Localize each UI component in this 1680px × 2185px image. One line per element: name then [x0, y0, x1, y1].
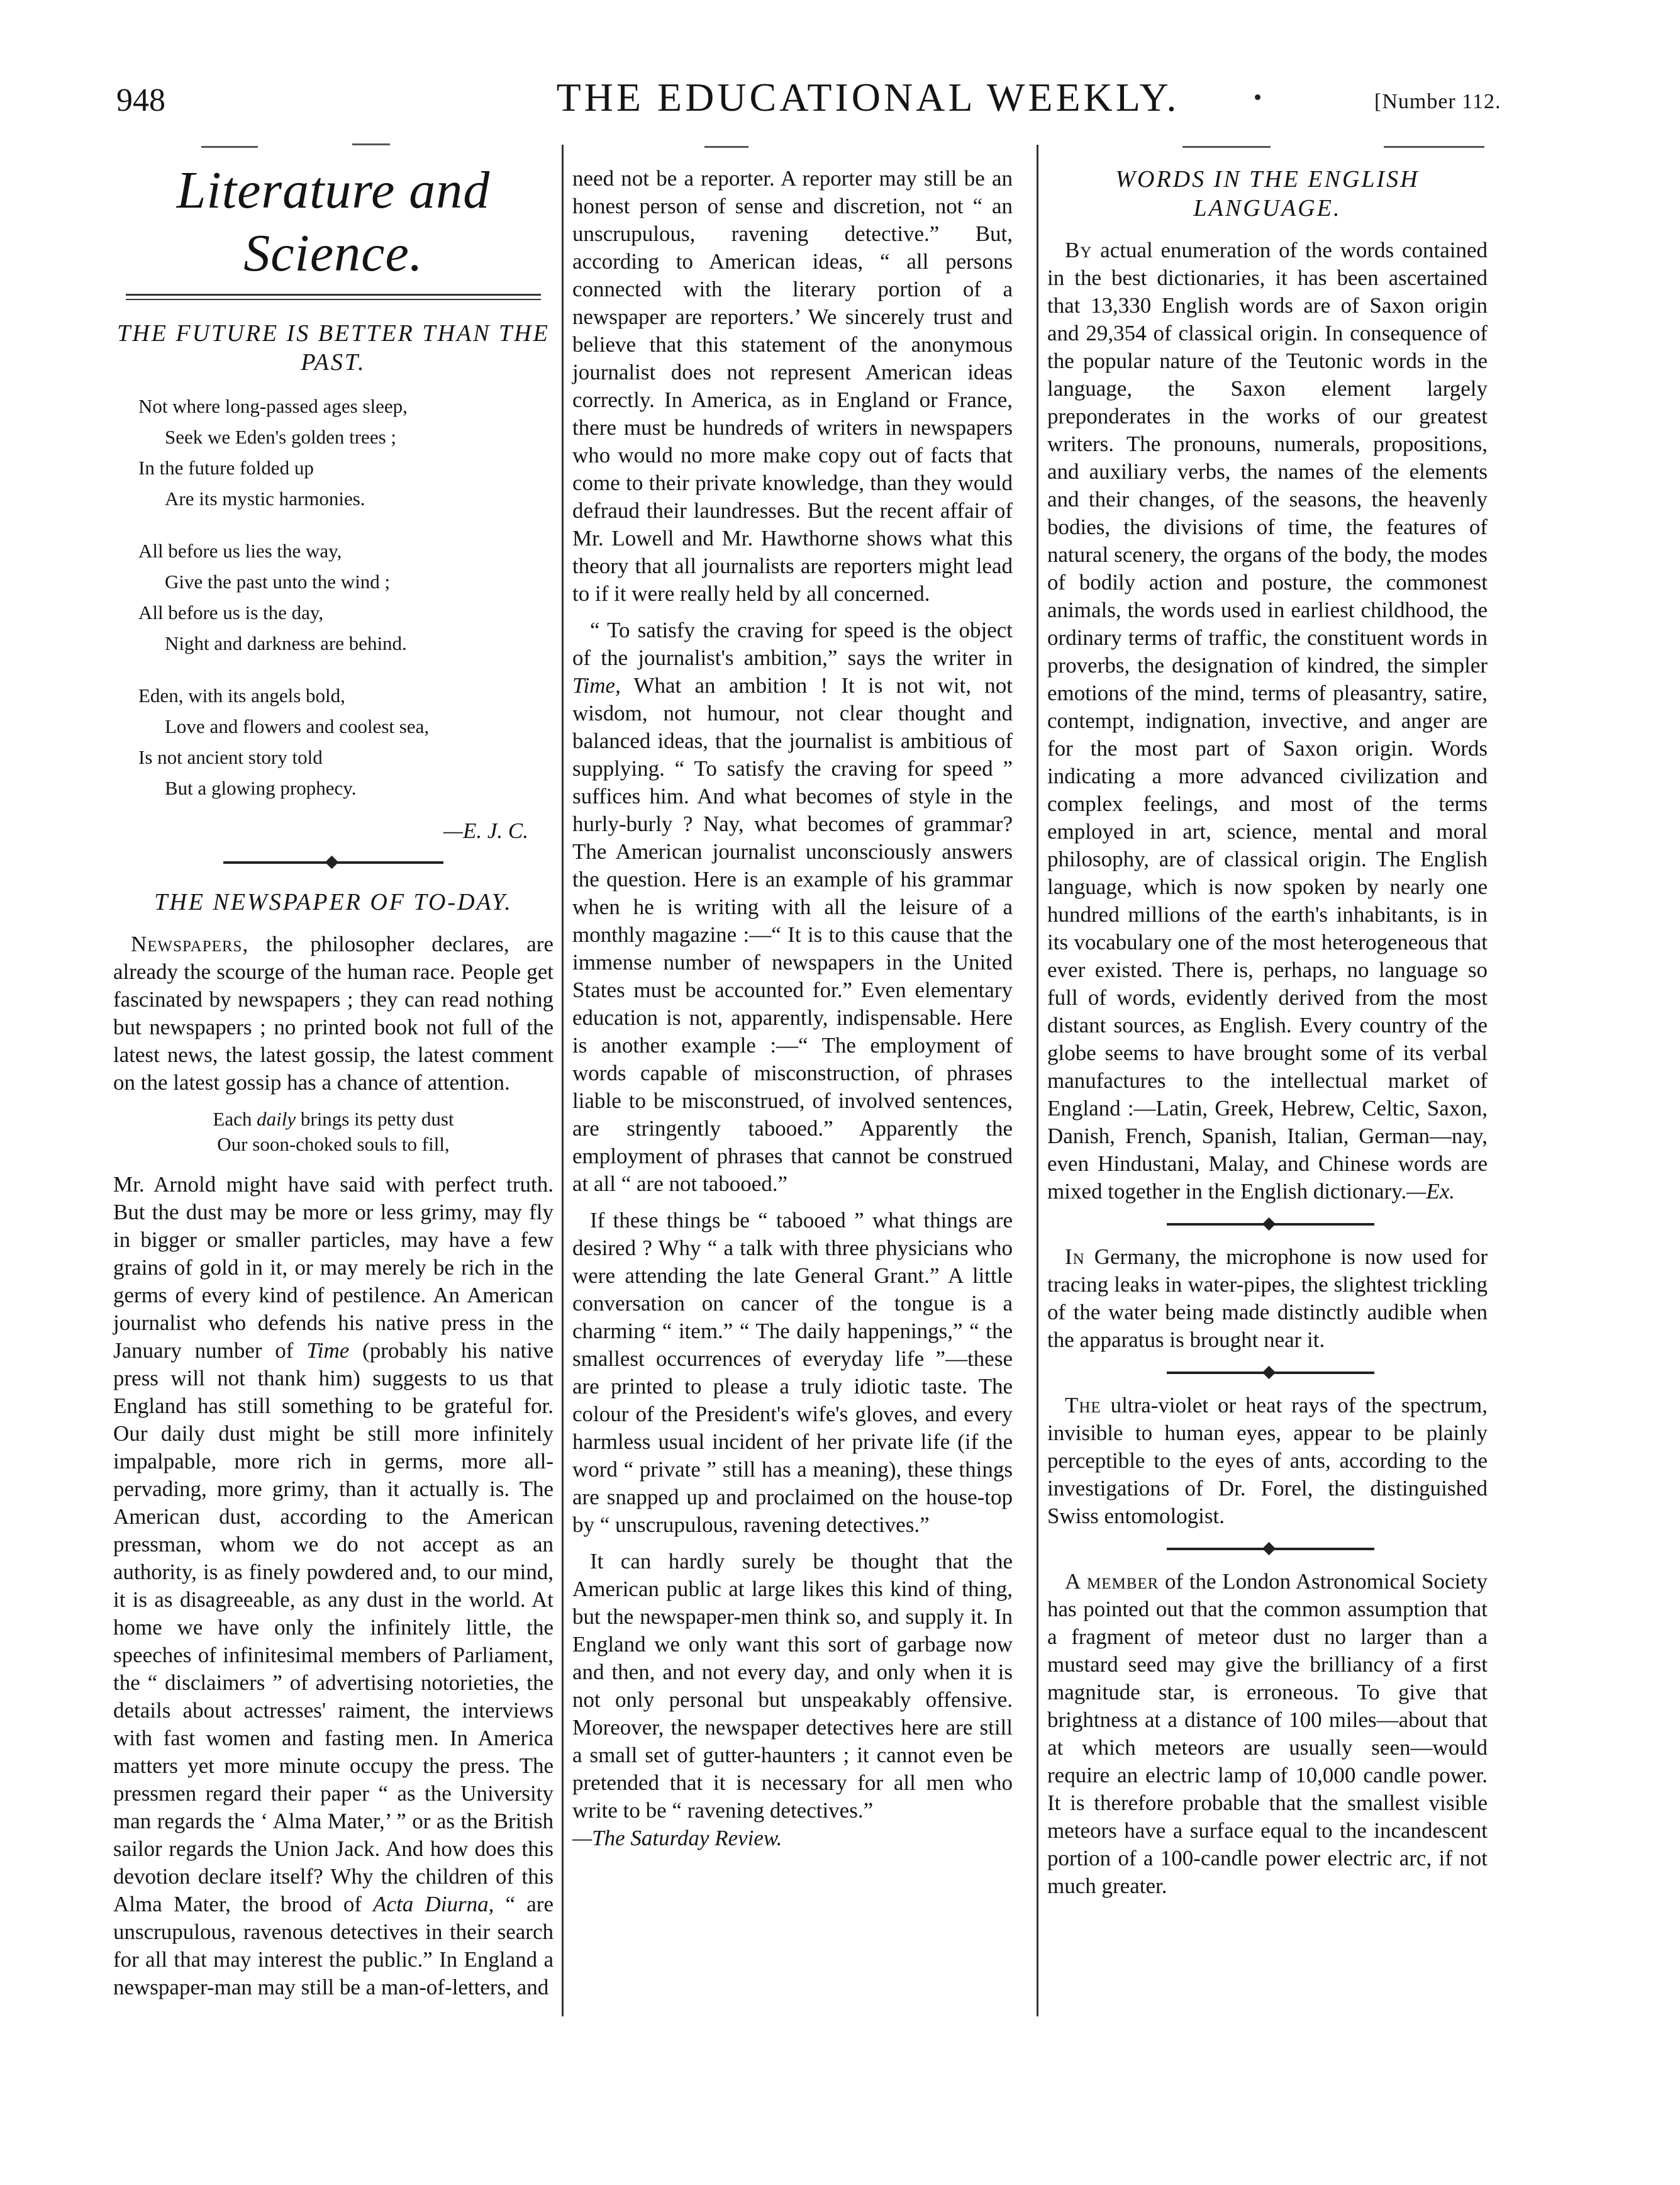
article-paragraph: It can hardly surely be thought that the American public at large likes this kind of thing, but the newspaper-men think so, and supply it. In England we only want this sort of garbage now and then, and not every day, and only when it is not only personal but unspeakably offensive. Moreover, the newspaper detectives here are still a small set of gutter-haunters ; it cannot even be pretended that it is necessary for all men who write to be “ ravening detectives.”	[572, 1549, 1013, 1823]
printer-dot	[1255, 94, 1260, 100]
poem-stanza	[138, 535, 554, 659]
poem-line: In the future folded up	[138, 457, 314, 479]
column-rule	[1037, 145, 1038, 2016]
poem-title: THE FUTURE IS BETTER THAN THE PAST.	[117, 320, 550, 376]
section-divider	[1047, 1205, 1488, 1243]
poem-line: Not where long-passed ages sleep,	[138, 395, 408, 417]
poem-line: Seek we Eden's golden trees ;	[165, 426, 397, 448]
page-number: 948	[116, 82, 165, 118]
poem-line: Night and darkness are behind.	[165, 632, 407, 654]
quoted-verse: Each daily brings its petty dust Our soon-choked souls to fill,	[213, 1108, 454, 1155]
section-divider	[113, 844, 554, 881]
print-smudge	[704, 146, 748, 148]
poem-stanza	[138, 391, 554, 514]
article-paragraph: “ To satisfy the craving for speed is the object of the journalist's ambition,” says the writer in Time, What an ambition ! It is not wit, not wisdom, not humour, not clear thought and balanced ideas, that the journalist is ambitious of supplying. “ To satisfy the craving for speed ” suffices him. And what becomes of style in the hurly-burly ? Nay, what becomes of grammar? The American journalist unconsciously answers the question. Here is an example of his grammar when he is writing with all the leisure of a monthly magazine :—“ It is to this cause that the immense number of newspapers in the United States must be accounted for.” Even elementary education is not, apparently, indispensable. Here is another example :—“ The employment of words capable of misconstruction, of phrases liable to be misconstrued, of involved sentences, are stringently tabooed.” Apparently the employment of phrases that cannot be construed at all “ are not tabooed.”	[572, 618, 1013, 1196]
article-paragraph: Mr. Arnold might have said with perfect truth. But the dust may be more or less grimy, may fly in bigger or smaller particles, may have a few grains of gold in it, or may merely be rich in the germs of every kind of pestilence. An American journalist who defends his native press in the January number of Time (probably his native press will not thank him) suggests to us that England has still something to be grateful for. Our daily dust might be still more infinitely impalpable, more rich in germs, more all-pervading, more grimy, than it actually is. The American dust, according to the American pressman, whom we do not accept as an authority, is as finely powdered and, to our mind, it is as disagreeable, as any dust in the world. At home we have only the infinitely little, the speeches of infinitesimal members of Parliament, the “ disclaimers ” of advertising notorieties, the details about actresses' raiment, the interviews with fast women and fasting men. In America matters yet more minute occupy the press. The pressmen regard their paper “ as the University man regards the ‘ Alma Mater,’ ” or as the British sailor regards the Union Jack. And how does this devotion declare itself? Why the children of this Alma Mater, the brood of Acta Diurna, “ are unscrupulous, ravenous detectives in their search for all that may interest the public.” In England a newspaper-man may still be a man-of-letters, and	[113, 1172, 554, 1999]
section-divider	[1047, 1530, 1488, 1568]
poem-line: All before us is the day,	[138, 601, 324, 623]
poem	[138, 391, 554, 803]
masthead: THE EDUCATIONAL WEEKLY.	[556, 75, 1180, 120]
article-title: THE NEWSPAPER OF TO-DAY.	[154, 889, 513, 915]
column-left	[113, 142, 554, 2001]
double-rule	[126, 294, 541, 300]
article-paragraph: By actual enumeration of the words contained in the best dictionaries, it has been ascertained that 13,330 English words are of Saxon origin and 29,354 of classical origin. In consequence of the popular nature of the Teutonic words in the language, the Saxon element largely preponderates in the works of our greatest writers. The pronouns, numerals, propositions, and auxiliary verbs, the names of the elements and their changes, of the seasons, the heavenly bodies, the divisions of time, the features of natural scenery, the organs of the body, the modes of bodily action and posture, the commonest animals, the words used in earliest childhood, the ordinary terms of traffic, the constituent words in proverbs, the designation of kindred, the simpler emotions of the mind, terms of pleasantry, satire, contempt, indignation, invective, and anger are for the most part of Saxon origin. Words indicating a more advanced civilization and complex feelings, and most of the terms employed in art, science, mental and moral philosophy, are of classical origin. The English language, which is now spoken by nearly one hundred millions of the earth's inhabitants, is in its vocabulary one of the most heterogeneous that ever existed. There is, perhaps, no language so full of words, evidently derived from the most distant sources, as English. Every country of the globe seems to have brought some of its verbal manufactures to the intellectual market of England :—Latin, Greek, Hebrew, Celtic, Saxon, Danish, French, Spanish, Italian, German—nay, even Hindustani, Malay, and Chinese words are mixed together in the English dictionary.—Ex.	[1047, 238, 1488, 1204]
print-smudge	[1182, 146, 1271, 148]
column-rule	[562, 145, 564, 2016]
article-title: WORDS IN THE ENGLISH LANGUAGE.	[1115, 166, 1420, 221]
news-item: A member of the London Astronomical Society has pointed out that the common assumption that a fragment of meteor dust no larger than a mustard seed may give the brilliancy of a first magnitude star, is erroneous. To give that brightness at a distance of 100 miles—about that at which meteors are usually seen—would require an electric lamp of 10,000 candle power. It is therefore probable that the smallest visible meteors have a surface equal to the incandescent portion of a 100-candle power electric arc, if not much greater.	[1047, 1569, 1488, 1898]
issue-number: [Number 112.	[1374, 90, 1501, 113]
poem-line: Give the past unto the wind ;	[165, 571, 391, 593]
news-item: In Germany, the microphone is now used for tracing leaks in water-pipes, the slightest trickling of the water being made distinctly audible when the apparatus is brought near it.	[1047, 1244, 1488, 1352]
poem-line: Love and flowers and coolest sea,	[165, 715, 430, 737]
section-title: Literature and Science.	[176, 161, 491, 282]
section-divider	[1047, 1354, 1488, 1392]
news-item: The ultra-violet or heat rays of the spectrum, invisible to human eyes, appear to be plainly perceptible to the eyes of ants, according to the investigations of Dr. Forel, the distinguished Swiss entomologist.	[1047, 1393, 1488, 1528]
article-paragraph: If these things be “ tabooed ” what things are desired ? Why “ a talk with three physicians who were attending the late General Grant.” A little conversation on cancer of the tongue is a charming “ item.” “ The daily happenings,” “ the smallest occurrences of everyday life ”—these are printed to please a truly idiotic taste. The colour of the President's wife's gloves, and every harmless usual incident of her private life (if the word “ private ” still has a meaning), these things are snapped up and proclaimed on the house-top by “ unscrupulous, ravening detectives.”	[572, 1208, 1013, 1537]
poem-line: All before us lies the way,	[138, 540, 342, 562]
poem-line: Eden, with its angels bold,	[138, 685, 345, 707]
column-right	[1047, 165, 1488, 1900]
poem-line: Are its mystic harmonies.	[165, 488, 365, 510]
article-paragraph: Newspapers, the philosopher declares, are already the scourge of the human race. People get fascinated by newspapers ; they can read nothing but newspapers ; no printed book not full of the latest news, the latest gossip, the latest comment on the latest gossip has a chance of attention.	[113, 932, 554, 1095]
lead-word: Newspapers,	[131, 932, 249, 956]
article-paragraph-continued: need not be a reporter. A reporter may still be an honest person of sense and discretion, not “ an unscrupulous, ravening detective.” But, according to American ideas, “ all persons connected with the literary portion of a newspaper are reporters.’ We sincerely trust and believe that this statement of the anonymous journalist does not represent American ideas correctly. In America, as in England or France, there must be hundreds of writers in newspapers who would no more make copy out of facts that come to their private knowledge, than they would defraud their laundresses. But the recent affair of Mr. Lowell and Mr. Hawthorne shows what this theory that all journalists are reporters might lead to if it were really held by all concerned.	[572, 166, 1013, 606]
poem-stanza	[138, 680, 554, 803]
article-source: —The Saturday Review.	[572, 1826, 782, 1850]
column-middle	[572, 165, 1013, 1852]
poem-line: Is not ancient story told	[138, 746, 323, 768]
poem-line: But a glowing prophecy.	[165, 777, 357, 799]
poem-attribution: —E. J. C.	[443, 819, 528, 843]
print-smudge	[1384, 146, 1484, 148]
